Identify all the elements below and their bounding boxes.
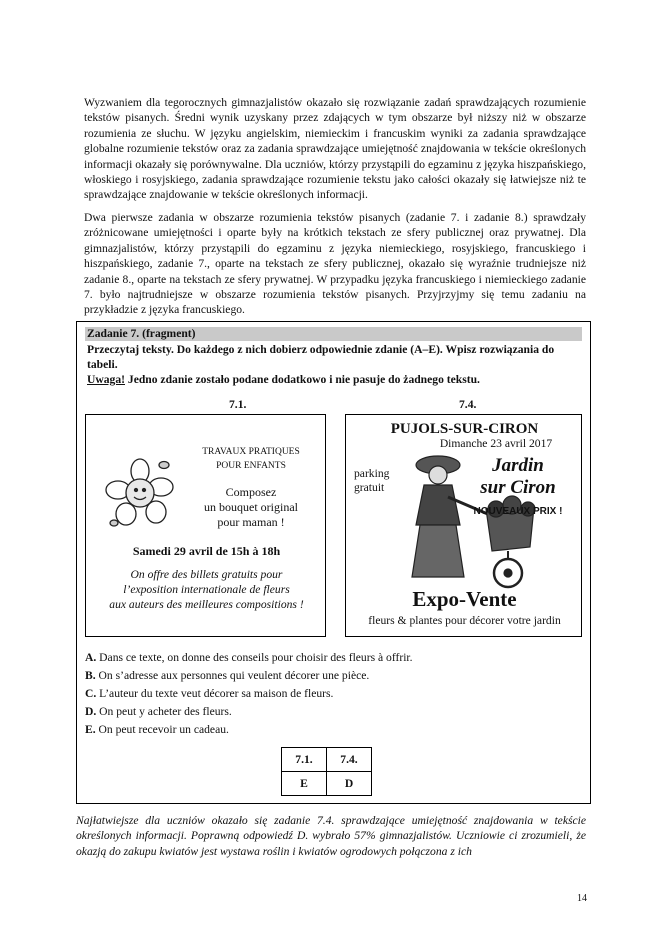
option-text: On peut recevoir un cadeau. [95,723,229,736]
text74-tagline: fleurs & plantes pour décorer votre jardin [368,614,561,627]
text74-jardin-line2: sur Ciron [480,477,556,498]
option-d [85,705,232,718]
text74-town: PUJOLS-SUR-CIRON [390,421,539,437]
flower-bee-illustration [104,457,176,531]
answer-table [281,747,372,796]
option-text: L’auteur du texte veut décorer sa maison de fleurs. [96,687,334,700]
text74-expo-vente: Expo-Vente [412,587,517,611]
text-panel-7-4 [345,414,582,637]
text-panel-7-1 [85,414,326,637]
option-b [85,669,369,682]
page-number: 14 [577,893,587,904]
option-text: On s’adresse aux personnes qui veulent décorer une pièce. [95,669,370,682]
option-letter: C. [85,687,97,700]
task-note [87,372,582,387]
text74-parking-line1: parking [354,467,390,480]
text71-line4: un bouquet original [204,500,298,514]
answer-header-7-4: 7.4. [327,748,372,772]
text71-line1: TRAVAUX PRATIQUES [202,447,300,457]
answer-cell-7-4: D [327,772,372,796]
answer-table-header-row [282,748,372,772]
text74-parking-line2: gratuit [354,481,385,494]
option-text: Dans ce texte, on donne des conseils pour choisir des fleurs à offrir. [96,651,413,664]
paragraph-task-description: Dwa pierwsze zadania w obszarze rozumienia tekstów pisanych (zadanie 7. i zadanie 8.) sprawdzały zróżnicowane umiejętności i oparte były na krótkich tekstach ze sfery publicznej oraz prywatnej. Dla gimnazjalistów, którzy przystąpili do egzaminu z języka niemieckiego, rosyjskiego, francuskiego i hiszpańskiego, zadanie 7., oparte na tekstach ze sfery publicznej, okazało się wyraźnie trudniejsze niż zadanie 8., oparte na tekstach ze sfery prywatnej. W przypadku języka francuskiego i niemieckiego zadanie 7. było najtrudniejsze w obszarze rozumienia tekstów pisanych. Przyjrzyjmy się temu zadaniu na przykładzie z języka francuskiego. [84,211,586,317]
answer-header-7-1: 7.1. [282,748,327,772]
text71-line6: On offre des billets gratuits pour [130,568,283,581]
task-note-text: Jedno zdanie zostało podane dodatkowo i nie pasuje do żadnego tekstu. [125,373,480,386]
answer-table-answer-row [282,772,372,796]
option-letter: E. [85,723,96,736]
text74-date: Dimanche 23 avril 2017 [439,437,553,450]
option-letter: A. [85,651,97,664]
text71-line8: aux auteurs des meilleures compositions ! [109,598,304,611]
text71-date: Samedi 29 avril de 15h à 18h [132,544,281,558]
text71-line2: POUR ENFANTS [216,461,286,471]
text71-line3: Composez [225,485,277,499]
paragraph-intro: Wyzwaniem dla tegorocznych gimnazjalistów okazało się rozwiązanie zadań sprawdzających rozumienie tekstów pisanych. Średni wynik uzyskany przez zdających w tym obszarze był niższy niż w obszarze rozumienia ze słuchu. W języku angielskim, niemieckim i francuskim wyniki za zadania sprawdzające globalne rozumienie tekstów oraz za zadania sprawdzające umiejętność znajdowania w tekście określonych informacji okazały się porównywalne. Dla uczniów, którzy przystąpili do egzaminu z języka hiszpańskiego, włoskiego i rosyjskiego, zadania sprawdzające rozumienie tekstu jako całości okazały się łatwiejsze niż te sprawdzające znajdowanie w tekście określonych informacji. [84,96,586,202]
text-label-7-4: 7.4. [459,398,477,411]
option-a [85,651,413,664]
task-instruction: Przeczytaj teksty. Do każdego z nich dobierz odpowiednie zdanie (A–E). Wpisz rozwiązania do tabeli. [87,343,555,371]
paragraph-analysis: Najłatwiejsze dla uczniów okazało się zadanie 7.4. sprawdzające umiejętność znajdowania w tekście określonych informacji. Poprawną odpowiedź D. wybrało 57% gimnazjalistów. Uczniowie ci zrozumieli, że okazją do zakupu kwiatów jest wystawa roślin i kwiatów ogrodowych połączona z ich [76,814,586,858]
option-letter: D. [85,705,97,718]
option-c [85,687,333,700]
text71-line5: pour maman ! [217,515,285,529]
text71-line7: l’exposition internationale de fleurs [123,583,290,596]
task-box [76,321,591,804]
task-note-label: Uwaga! [87,373,125,386]
answer-cell-7-1: E [282,772,327,796]
option-e [85,723,229,736]
task-title: Zadanie 7. (fragment) [85,327,582,341]
option-text: On peut y acheter des fleurs. [96,705,232,718]
text74-jardin-line1: Jardin [492,455,544,476]
option-letter: B. [85,669,96,682]
text74-nouveaux-prix: NOUVEAUX PRIX ! [473,506,563,517]
text-label-7-1: 7.1. [229,398,247,411]
